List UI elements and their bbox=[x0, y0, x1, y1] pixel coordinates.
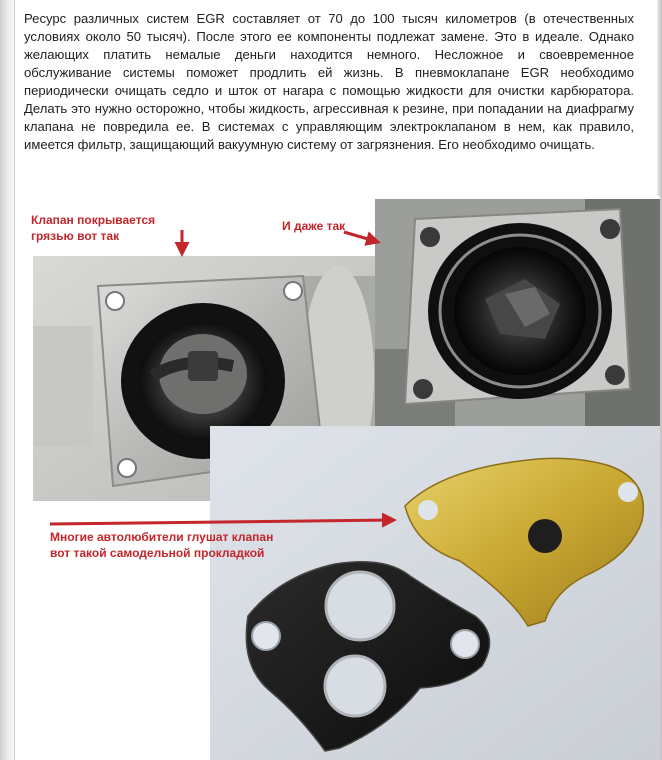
page-frame-left bbox=[0, 0, 15, 760]
caption-dirty-valve-line-2: грязью вот так bbox=[31, 229, 120, 243]
article-paragraph: Ресурс различных систем EGR составляет от 70 до 100 тысяч километров (в отечественных условиях около 50 тысяч). После этого ее компоненты подлежат замене. Это в идеале. Однако желающих платить немалые деньги находится немного. Несложное и своевременное обслуживание системы поможет продлить ей жизнь. В пневмоклапане EGR необходимо периодически очищать седло и шток от нагара с помощью жидкости для очистки карбюратора. Делать это нужно осторожно, чтобы жидкость, агрессивная к резине, при попадании на диафрагму клапана не повредила ее. В системах с управляющим электроклапаном в нем, как правило, имеется фильтр, защищающий вакуумную систему от загрязнения. Его необходимо очищать. bbox=[24, 11, 634, 152]
egr-photo-collage bbox=[22, 196, 660, 760]
caption-homemade-gasket-line-1: Многие автолюбители глушат клапан bbox=[50, 530, 274, 544]
caption-arrows bbox=[22, 196, 660, 760]
caption-clogged-valve: И даже так bbox=[282, 219, 346, 233]
caption-dirty-valve-line-1: Клапан покрывается bbox=[31, 213, 156, 227]
arrow-to-clogged-valve bbox=[344, 232, 378, 242]
arrow-to-brass-gasket bbox=[50, 520, 394, 524]
caption-homemade-gasket-line-2: вот такой самодельной прокладкой bbox=[50, 546, 265, 560]
